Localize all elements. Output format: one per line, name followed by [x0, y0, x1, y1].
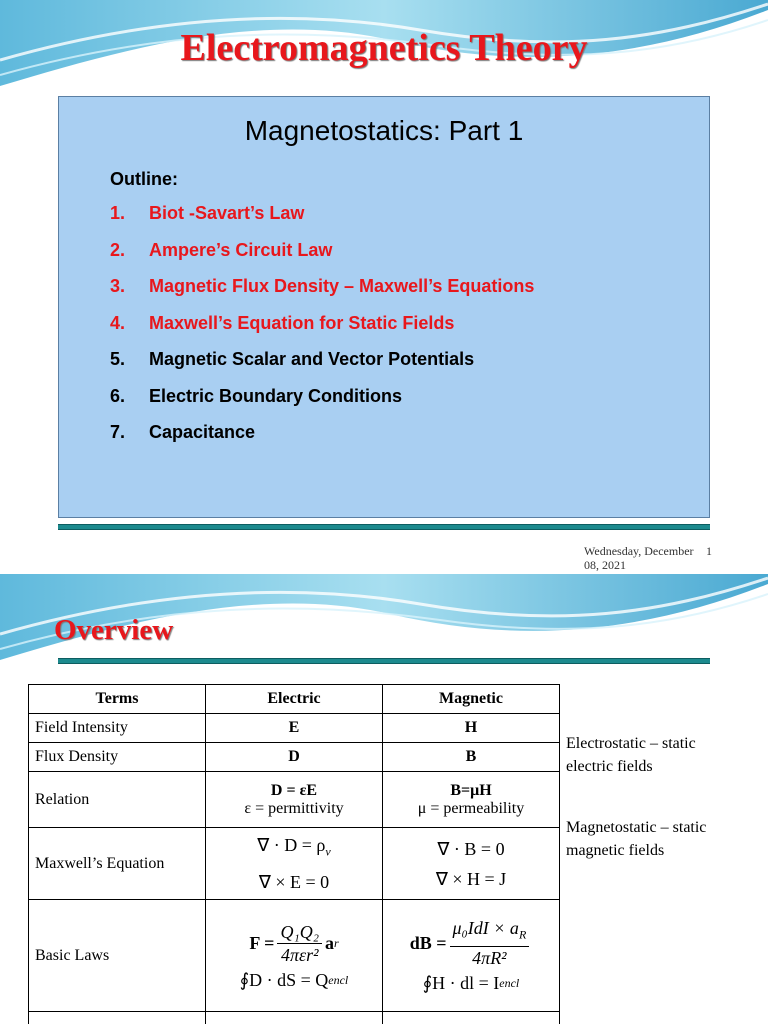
outline-item: 6. Electric Boundary Conditions: [110, 385, 403, 406]
divergence-equation: ∇ · B = 0: [437, 838, 505, 859]
gauss-law: ∮D · dS = Q encl: [239, 969, 349, 990]
biot-savart-law: dB = $\frac{\mu_0IdI \times a_R}{\text{4πR²}}$: [389, 917, 553, 969]
term-cell: Flux Density: [29, 743, 206, 772]
outline-label: Outline:: [110, 169, 178, 189]
ampere-law: ∮H · dl = I encl: [422, 972, 520, 993]
table-row: [29, 772, 560, 828]
electric-cell: [206, 900, 383, 1012]
table-row: [29, 714, 560, 743]
electric-cell: [206, 772, 383, 828]
magnetic-cell: [383, 900, 560, 1012]
curl-equation: ∇ × H = J: [435, 868, 507, 889]
term-cell: Relation: [29, 772, 206, 828]
term-cell: Basic Laws: [29, 900, 206, 1012]
page-number: 1: [706, 544, 712, 558]
magnetic-cell: [383, 772, 560, 828]
term-cell: Maxwell’s Equation: [29, 828, 206, 900]
column-header: Magnetic: [383, 685, 560, 714]
curl-equation: ∇ × E = 0: [258, 871, 330, 892]
fraction: $\frac{\mu_0IdI \times a_R}{\text{4πR²}}$: [450, 917, 530, 969]
outline-item: 2. Ampere’s Circuit Law: [110, 239, 333, 260]
coulomb-law: F = $\frac{\text{Q₁Q₂}}{\text{4πεr²}}$ a r: [249, 921, 339, 965]
table-row: [29, 900, 560, 1012]
box-title: Magnetostatics: Part 1: [244, 115, 524, 146]
table-row: [29, 1012, 560, 1024]
note-magnetostatic: Magnetostatic – static magnetic fields: [566, 819, 707, 859]
table-row: [29, 743, 560, 772]
outline-item: 5. Magnetic Scalar and Vector Potentials: [110, 349, 475, 369]
column-header: Terms: [29, 685, 206, 714]
outline-item: 1. Biot -Savart’s Law: [110, 203, 305, 223]
column-header: Electric: [206, 685, 383, 714]
outline-item: 4. Maxwell’s Equation for Static Fields: [110, 312, 455, 333]
magnetic-cell: B: [383, 743, 560, 772]
fraction: $\frac{\text{Q₁Q₂}}{\text{4πεr²}}$: [277, 921, 322, 966]
relation-equation: D = εE: [270, 781, 318, 799]
relation-equation: B=μH: [450, 781, 492, 799]
comparison-table: [28, 684, 560, 1024]
electric-cell: [206, 828, 383, 900]
table-header-row: [29, 685, 560, 714]
slide-title: Overview: [54, 614, 174, 646]
magnetic-cell: H: [383, 714, 560, 743]
divider-rule: [58, 658, 710, 664]
outline-item: 3. Magnetic Flux Density – Maxwell’s Equations: [110, 276, 535, 296]
term-cell: Field Intensity: [29, 714, 206, 743]
relation-description: μ = permeability: [417, 799, 525, 817]
slide-title: Electromagnetics Theory: [180, 27, 588, 69]
slide-2: [0, 574, 768, 1024]
relation-description: ε = permittivity: [244, 799, 344, 817]
outline-box: [58, 96, 710, 518]
electric-cell: D: [206, 743, 383, 772]
electric-cell: E: [206, 714, 383, 743]
table-row: [29, 828, 560, 900]
outline-item: 7. Capacitance: [110, 422, 256, 442]
note-electrostatic: Electrostatic – static electric fields: [566, 735, 696, 775]
magnetic-cell: [383, 828, 560, 900]
slide-date: Wednesday, December 08, 2021: [584, 544, 694, 572]
divider-rule: [58, 524, 710, 530]
divergence-equation: ∇ · $D = \rho_v$: [257, 835, 331, 859]
outline-list: [110, 203, 534, 459]
